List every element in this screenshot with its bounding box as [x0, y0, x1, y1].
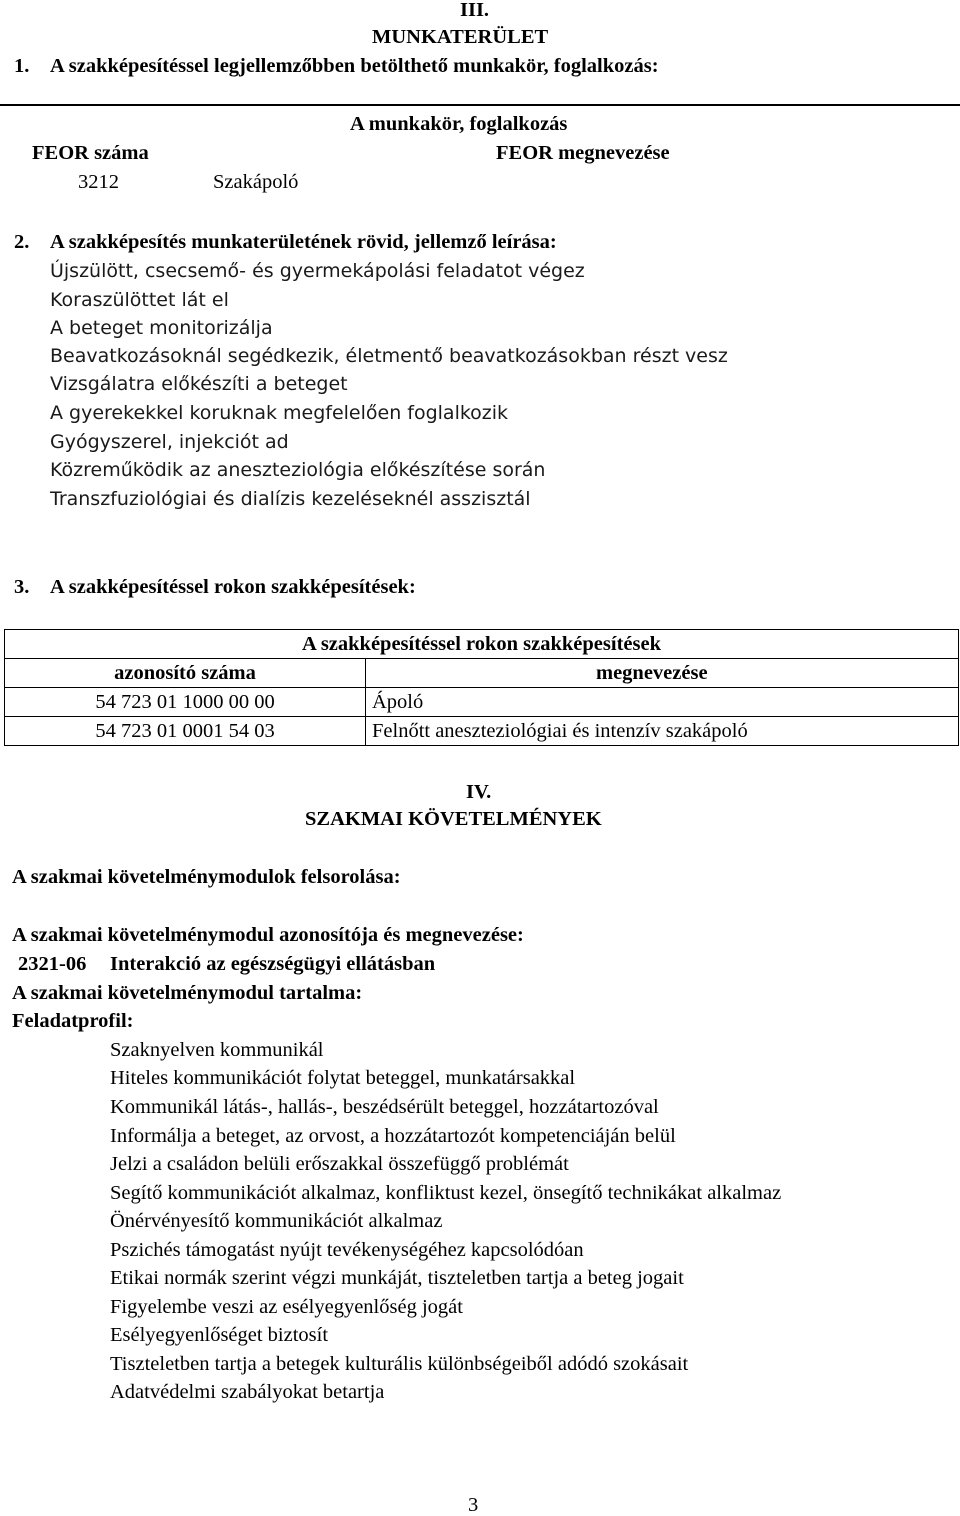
module-name: Interakció az egészségügyi ellátásban	[110, 953, 436, 975]
description-line: Újszülött, csecsemő- és gyermekápolási feladatot végez	[50, 260, 585, 282]
table-row	[5, 688, 959, 717]
module-code: 2321-06	[18, 953, 87, 975]
task-item: Segítő kommunikációt alkalmaz, konfliktust kezel, önsegítő technikákat alkalmaz	[110, 1182, 782, 1204]
item-1-number: 1.	[14, 55, 30, 77]
related-group-header: A szakképesítéssel rokon szakképesítések	[5, 630, 959, 659]
section-4-title: SZAKMAI KÖVETELMÉNYEK	[305, 808, 602, 830]
related-qualifications-table	[4, 629, 959, 746]
feor-group-header: A munkakör, foglalkozás	[350, 113, 568, 136]
task-item: Pszichés támogatást nyújt tevékenységéhez kapcsolódóan	[110, 1239, 584, 1261]
section-3-title: MUNKATERÜLET	[372, 26, 549, 48]
description-line: Beavatkozásoknál segédkezik, életmentő beavatkozásokban részt vesz	[50, 345, 728, 367]
task-item: Hiteles kommunikációt folytat beteggel, munkatársakkal	[110, 1067, 576, 1089]
task-item: Szaknyelven kommunikál	[110, 1039, 324, 1061]
feor-table	[0, 110, 960, 197]
feor-code: 3212	[78, 171, 119, 194]
section-4-roman: IV.	[466, 781, 492, 803]
task-item: Figyelembe veszi az esélyegyenlőség jogát	[110, 1296, 463, 1318]
description-line: Közreműködik az aneszteziológia előkészítése során	[50, 459, 546, 481]
feor-col2-header: FEOR megnevezése	[496, 142, 670, 165]
related-col2-header: megnevezése	[366, 659, 959, 688]
module-id-label: A szakmai követelménymodul azonosítója és megnevezése:	[12, 924, 524, 946]
description-line: Transzfuziológiai és dialízis kezeléseknél asszisztál	[50, 488, 531, 510]
feor-name: Szakápoló	[213, 171, 299, 194]
table-row	[5, 717, 959, 746]
description-line: Vizsgálatra előkészíti a beteget	[50, 373, 348, 395]
item-3-number: 3.	[14, 576, 30, 598]
related-name: Ápoló	[366, 688, 959, 717]
related-id: 54 723 01 1000 00 00	[5, 688, 366, 717]
feor-table-top-border	[0, 104, 960, 106]
feor-row	[0, 168, 960, 197]
description-line: Koraszülöttet lát el	[50, 289, 229, 311]
task-profile-label: Feladatprofil:	[12, 1010, 134, 1032]
task-item: Adatvédelmi szabályokat betartja	[110, 1381, 385, 1403]
task-item: Esélyegyenlőséget biztosít	[110, 1324, 329, 1346]
item-1-title: A szakképesítéssel legjellemzőbben betölthető munkakör, foglalkozás:	[50, 55, 659, 77]
related-col1-header: azonosító száma	[5, 659, 366, 688]
related-name: Felnőtt aneszteziológiai és intenzív szakápoló	[366, 717, 959, 746]
task-item: Kommunikál látás-, hallás-, beszédsérült beteggel, hozzátartozóval	[110, 1096, 659, 1118]
description-line: A gyerekekkel koruknak megfelelően foglalkozik	[50, 402, 509, 424]
feor-col1-header: FEOR száma	[32, 142, 149, 165]
section-3-roman: III.	[460, 0, 490, 21]
module-content-label: A szakmai követelménymodul tartalma:	[12, 982, 363, 1004]
task-item: Önérvényesítő kommunikációt alkalmaz	[110, 1210, 443, 1232]
description-line: Gyógyszerel, injekciót ad	[50, 431, 289, 453]
task-item: Etikai normák szerint végzi munkáját, tiszteletben tartja a beteg jogait	[110, 1267, 684, 1289]
description-line: A beteget monitorizálja	[50, 317, 273, 339]
item-2-title: A szakképesítés munkaterületének rövid, jellemző leírása:	[50, 231, 557, 253]
item-3-title: A szakképesítéssel rokon szakképesítések:	[50, 576, 416, 598]
modules-list-label: A szakmai követelménymodulok felsorolása:	[12, 866, 401, 888]
task-item: Informálja a beteget, az orvost, a hozzátartozót kompetenciáján belül	[110, 1125, 676, 1147]
task-item: Tiszteletben tartja a betegek kulturális különbségeiből adódó szokásait	[110, 1353, 689, 1375]
item-2-number: 2.	[14, 231, 30, 253]
task-item: Jelzi a családon belüli erőszakkal összefüggő problémát	[110, 1153, 569, 1175]
related-id: 54 723 01 0001 54 03	[5, 717, 366, 746]
page-number: 3	[468, 1494, 479, 1516]
